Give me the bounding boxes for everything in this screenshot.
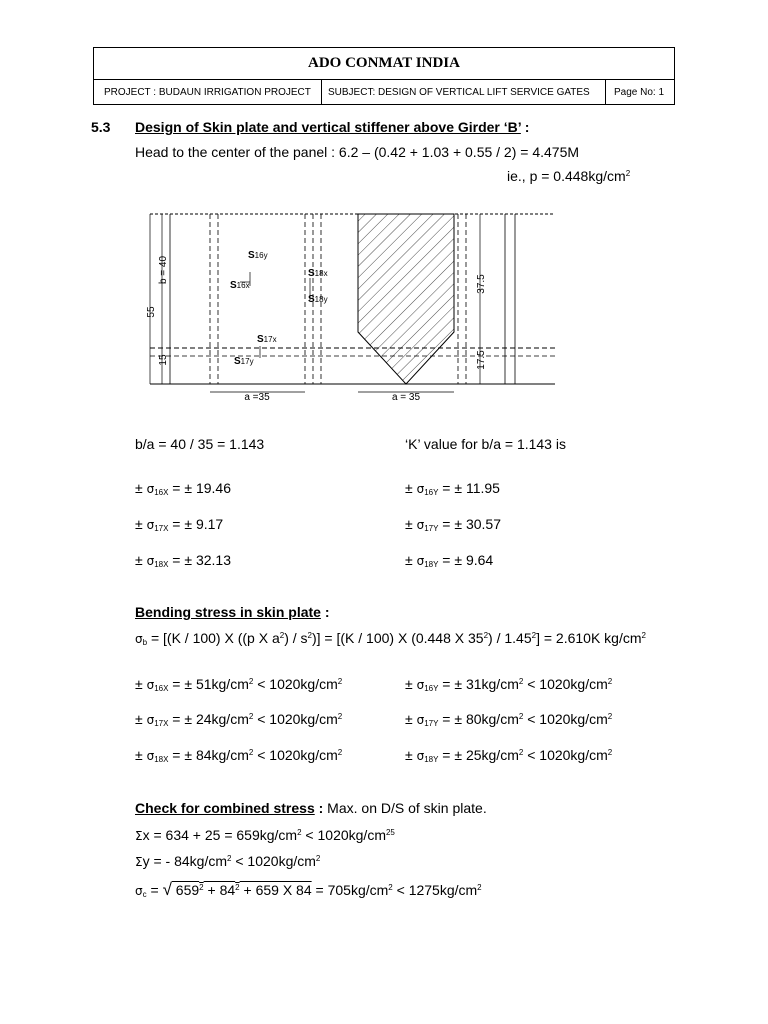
bending-formula: $\sigma_b = [(K / 100)$ X ((p X $a^2) / s^2)] = [(K / 100)$ X (0.448 X $35^2) / 1.45^2] = 2.610K$ $kg/cm^2$ bbox=[135, 630, 646, 647]
k-value-ratio: 1.143 bbox=[516, 436, 552, 452]
s16y-label: S16y bbox=[248, 250, 268, 261]
combined-desc: Max. on D/S of skin plate. bbox=[323, 800, 487, 816]
hatched-girder bbox=[358, 214, 454, 384]
pressure-text: ie., p = 0.448kg/cm bbox=[507, 168, 626, 184]
s17x-label: S17x bbox=[257, 334, 277, 345]
k-value-label: ‘K’ value for b/a = bbox=[405, 436, 517, 452]
document-header bbox=[93, 47, 675, 105]
combined-heading: Check for combined stress : Max. on D/S of skin plate. bbox=[135, 800, 487, 816]
stress-18y: ± $\sigma_{18Y}$ = ± $25kg/cm^2 < 1020kg/cm^2$ bbox=[405, 747, 613, 764]
bending-heading bbox=[135, 604, 330, 620]
page-number-cell: Page No: 1 bbox=[614, 87, 665, 98]
pressure-exp: 2 bbox=[625, 169, 631, 178]
s17y-label: S17y bbox=[234, 356, 254, 367]
section-title-colon: : bbox=[520, 119, 530, 135]
stress-17y: ± $\sigma_{17Y}$ = ± $80kg/cm^2 < 1020kg/cm^2$ bbox=[405, 711, 613, 728]
dim-label-a-left: a =35 bbox=[244, 392, 270, 403]
sqrt-symbol: √ bbox=[162, 880, 172, 899]
s18y-label: S18y bbox=[308, 294, 328, 305]
dim-label-55: 55 bbox=[146, 306, 157, 318]
dim-label-37: 37.5 bbox=[476, 274, 487, 294]
dim-label-15: 15 bbox=[158, 354, 169, 366]
skin-plate-diagram bbox=[130, 200, 580, 410]
dim-label-17: 17.5 bbox=[476, 350, 487, 370]
bending-colon: : bbox=[320, 604, 330, 620]
k-sigma-16y: ± $\sigma_{16Y}$ = ± 11.95 bbox=[405, 480, 500, 497]
k-value-suffix: is bbox=[551, 436, 566, 452]
s16x-label: S16x bbox=[230, 280, 250, 291]
s18x-label: S18x bbox=[308, 268, 328, 279]
stress-16y: ± $\sigma_{16Y}$ = ± $31kg/cm^2 < 1020kg/cm^2$ bbox=[405, 676, 613, 693]
stress-17x: ± $\sigma_{17X}$ = ± $24kg/cm^2 < 1020kg/cm^2$ bbox=[135, 711, 343, 728]
stress-16x: ± $\sigma_{16X}$ = ± $51kg/cm^2 < 1020kg/cm^2$ bbox=[135, 676, 343, 693]
combined-stress-formula: $\sigma_c$ = √ $659^2 + 84^2 + 659$ X $84 = 705kg/cm^2 < 1275kg/cm^2$ bbox=[135, 880, 482, 899]
head-calculation: Head to the center of the panel : 6.2 – (0.42 + 1.03 + 0.55 / 2) = 4.475M bbox=[135, 144, 580, 160]
sqrt-radicand: $659^2 + 84^2 + 659$ X 84 bbox=[171, 882, 312, 898]
company-name: ADO CONMAT INDIA bbox=[94, 48, 674, 80]
section-title-text: Design of Skin plate and vertical stiffener above Girder ‘B’ bbox=[135, 119, 521, 135]
ratio-text: b/a = 40 / 35 = 1.143 bbox=[135, 436, 265, 452]
k-sigma-16x: ± $\sigma_{16X}$ = ± 19.46 bbox=[135, 480, 231, 497]
dim-label-b: b = 40 bbox=[158, 255, 169, 285]
subject-cell: SUBJECT: DESIGN OF VERTICAL LIFT SERVICE GATES bbox=[322, 80, 606, 105]
k-sigma-17y: ± $\sigma_{17Y}$ = ± 30.57 bbox=[405, 516, 501, 533]
project-cell: PROJECT : BUDAUN IRRIGATION PROJECT bbox=[94, 80, 322, 105]
section-title bbox=[135, 119, 529, 135]
k-sigma-17x: ± $\sigma_{17X}$ = ± 9.17 bbox=[135, 516, 224, 533]
combined-title: Check for combined stress bbox=[135, 800, 315, 816]
stress-18x: ± $\sigma_{18X}$ = ± $84kg/cm^2 < 1020kg/cm^2$ bbox=[135, 747, 343, 764]
pressure-value bbox=[507, 168, 630, 184]
sum-y: Σy = - $84kg/cm^2 < 1020kg/cm^2$ bbox=[135, 853, 321, 869]
k-sigma-18y: ± $\sigma_{18Y}$ = ± 9.64 bbox=[405, 552, 494, 569]
section-number: 5.3 bbox=[91, 119, 111, 135]
sum-x: $\Sigma x = 634 + 25 = 659kg/cm^2 < 1020kg/cm^{25}$ bbox=[135, 827, 395, 843]
k-sigma-18x: ± $\sigma_{18X}$ = ± 32.13 bbox=[135, 552, 231, 569]
k-value-text bbox=[405, 436, 566, 452]
header-info-row bbox=[94, 80, 674, 105]
dim-label-a-right: a = 35 bbox=[391, 392, 421, 403]
bending-title: Bending stress in skin plate bbox=[135, 604, 321, 620]
